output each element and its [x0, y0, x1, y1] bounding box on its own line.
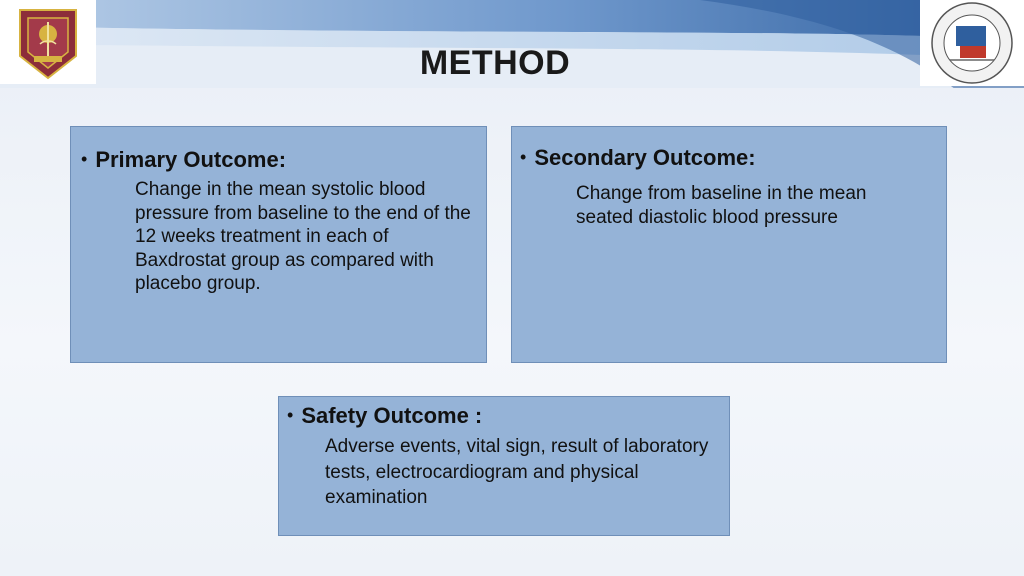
safety-outcome-box	[278, 396, 730, 536]
primary-outcome-text: Change in the mean systolic blood pressure from baseline to the end of the 12 weeks treatment in each of Baxdrostat group as compared with placebo group.	[135, 179, 471, 294]
department-internal-medicine-seal-icon	[920, 0, 1024, 86]
secondary-outcome-box	[511, 126, 947, 363]
department-seal-logo	[920, 0, 1024, 86]
secondary-outcome-text: Change from baseline in the mean seated diastolic blood pressure	[576, 183, 867, 228]
primary-outcome-box	[70, 126, 487, 363]
safety-outcome-title: Safety Outcome :	[301, 403, 483, 428]
secondary-outcome-heading	[520, 145, 756, 171]
bullet-icon: •	[287, 405, 294, 425]
safety-outcome-text: Adverse events, vital sign, result of laboratory tests, electrocardiogram and physical examination	[325, 436, 709, 508]
primary-outcome-title: Primary Outcome:	[95, 147, 287, 172]
safety-outcome-heading	[287, 403, 482, 429]
page-title: METHOD	[419, 44, 571, 82]
bullet-icon: •	[520, 147, 527, 167]
army-medical-crest-icon	[0, 0, 96, 84]
army-medical-crest-logo	[0, 0, 96, 84]
primary-outcome-heading	[81, 147, 286, 173]
secondary-outcome-title: Secondary Outcome:	[534, 145, 756, 170]
bullet-icon: •	[81, 149, 88, 169]
